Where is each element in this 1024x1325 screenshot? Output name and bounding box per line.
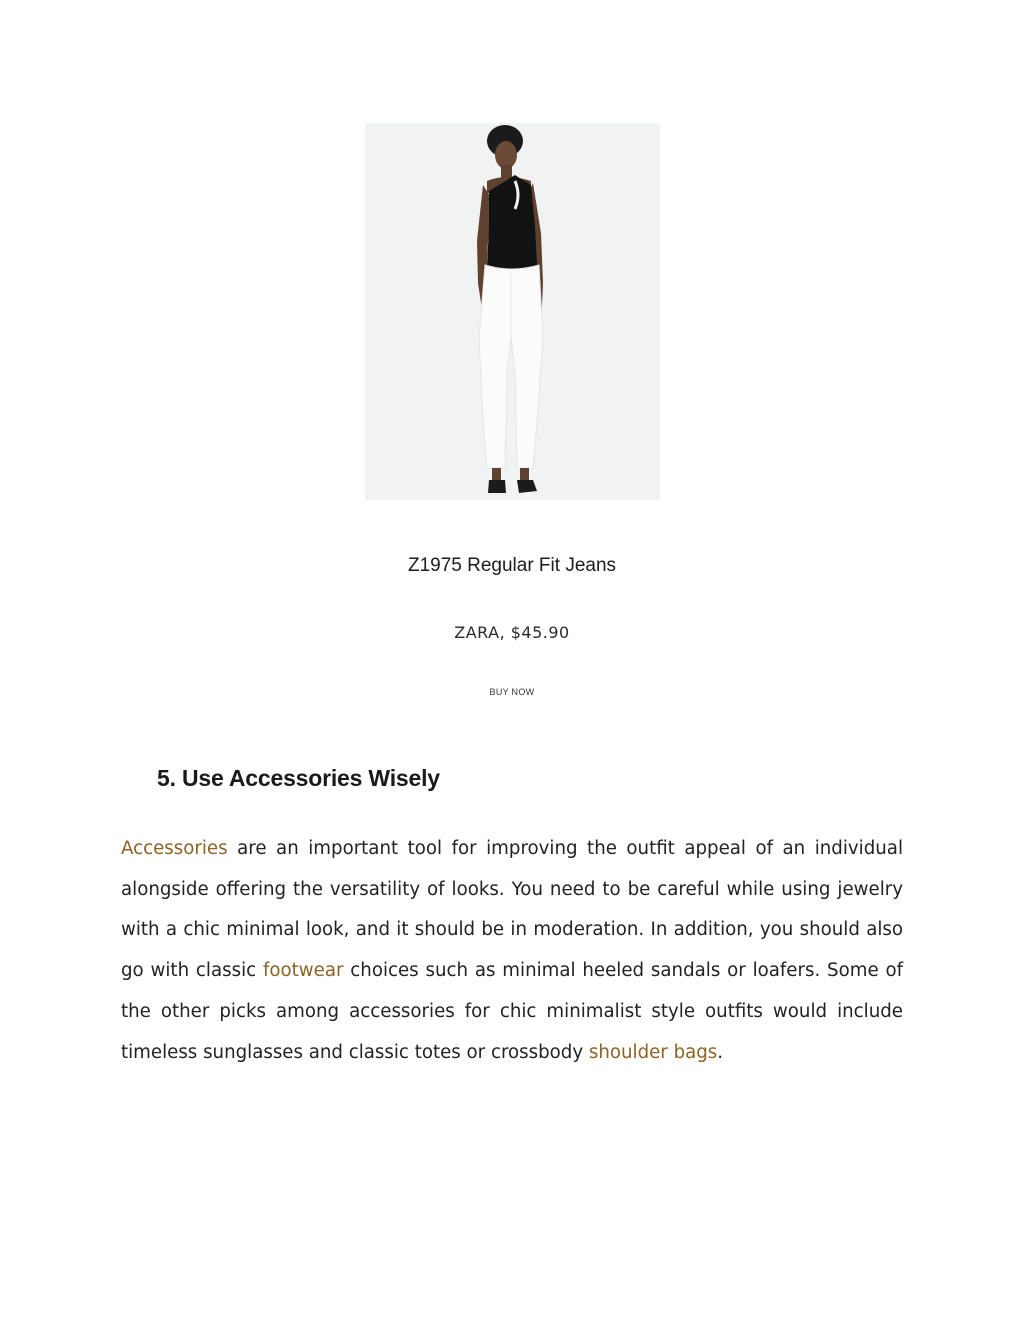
paragraph-text-2: choices such as minimal heeled sandals or loafers. Some of the other picks among accessories for chic minimalist style outfits would include timeless sunglasses and classic totes or crossbody [121, 960, 903, 1063]
shoulder-bags-link[interactable]: shoulder bags [588, 1041, 718, 1063]
product-name: Z1975 Regular Fit Jeans [407, 555, 617, 576]
buy-now-button[interactable]: BUY NOW [489, 687, 535, 697]
product-brand-price: ZARA, $45.90 [454, 623, 570, 642]
product-image [365, 123, 660, 500]
accessories-link[interactable]: Accessories [121, 838, 228, 859]
paragraph-text-1: are an important tool for improving the outfit appeal of an individual alongside offering the versatility of looks. You need to be careful while using jewelry with a chic minimal look, and it should be in moderation. In addition, you should also go with classic [121, 838, 903, 982]
footwear-link[interactable]: footwear [262, 960, 344, 982]
product-photo-illustration [365, 123, 660, 500]
section-paragraph [121, 829, 903, 1073]
section-heading: 5. Use Accessories Wisely [157, 765, 440, 791]
paragraph-text-3: . [717, 1041, 724, 1063]
